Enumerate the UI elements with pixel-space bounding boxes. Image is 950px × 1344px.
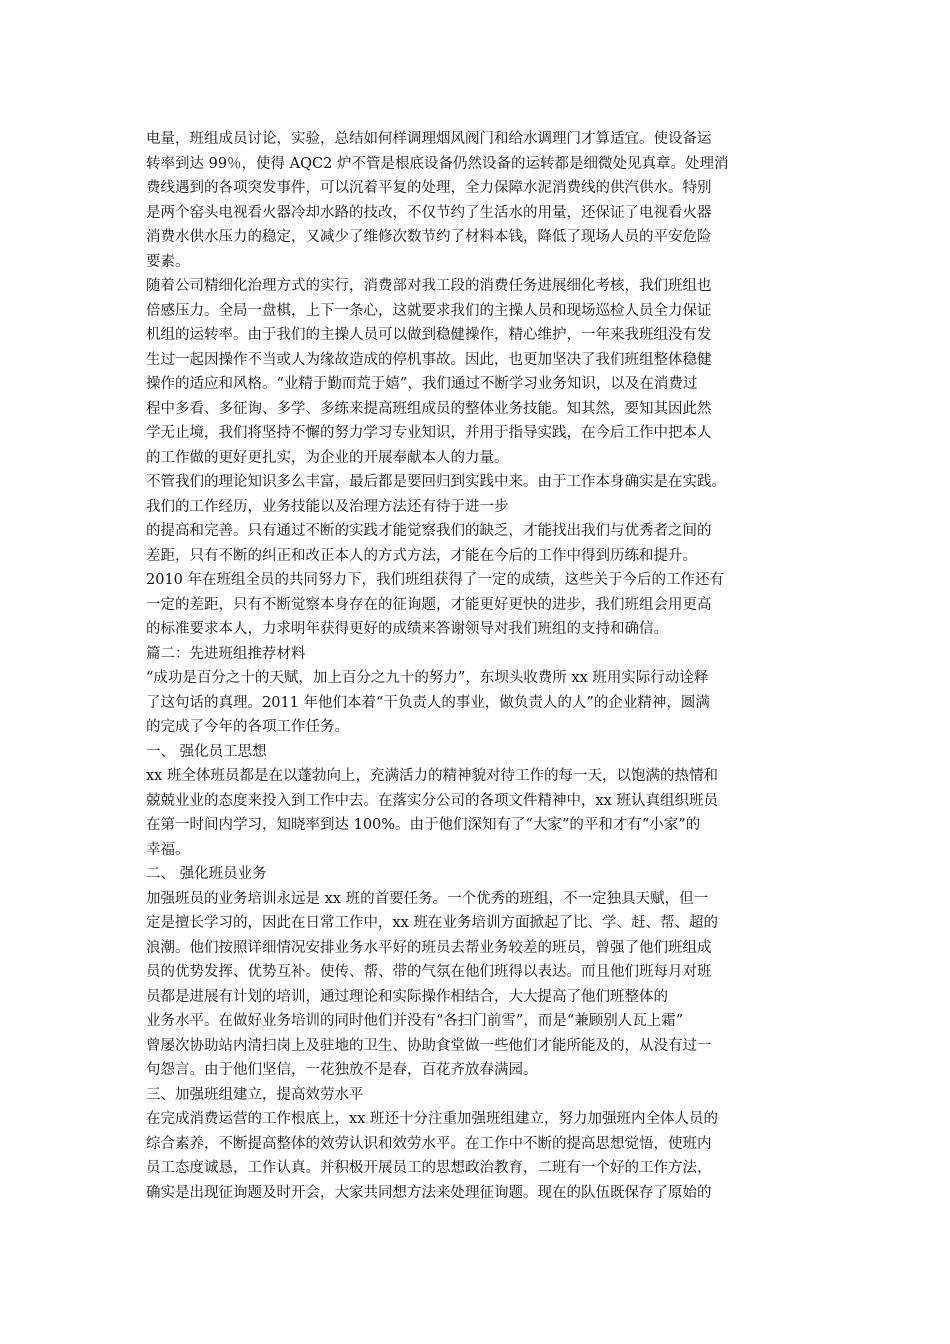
text-line: 在第一时间内学习，知晓率到达 100%。由于他们深知有了“大家”的平和才有“小家”的 <box>146 817 701 833</box>
text-line: 员工态度诚恳，工作认真。并积极开展员工的思想政治教育，二班有一个好的工作方法， <box>146 1160 712 1176</box>
subsection-heading: 一、 强化员工思想 <box>146 743 267 760</box>
text-line: “成功是百分之十的天赋，加上百分之九十的努力”，东坝头收费所 xx 班用实际行动诠释 <box>146 670 709 686</box>
text-line: 转率到达 99％，使得 AQC2 炉不管是根底设备仍然设备的运转都是细微处见真章。处理消 <box>146 155 729 172</box>
text-line: 不管我们的理论知识多么丰富，最后都是要回归到实践中来。由于工作本身确实是在实践。 <box>146 474 726 490</box>
text-line: 操作的适应和风格。“业精于勤而荒于嬉”，我们通过不断学习业务知识，以及在消费过 <box>146 376 698 392</box>
text-line: 倍感压力。全局一盘棋，上下一条心，这就要求我们的主操人员和现场巡检人员全力保证 <box>146 302 712 319</box>
text-line: 一定的差距，只有不断觉察本身存在的征询题，才能更好更快的进步，我们班组会用更高 <box>146 596 712 613</box>
text-line: 业务水平。在做好业务培训的同时他们并没有“各扫门前雪”，而是“兼顾别人瓦上霜” <box>146 1013 684 1029</box>
text-line: 要素。 <box>146 253 190 270</box>
subsection-heading: 二、 强化班员业务 <box>146 866 267 882</box>
text-line: 是两个窑头电视看火器冷却水路的技改，不仅节约了生活水的用量，还保证了电视看火器 <box>146 204 712 221</box>
text-line: 的标准要求本人，力求明年获得更好的成绩来答谢领导对我们班组的支持和确信。 <box>146 621 668 637</box>
document-page <box>146 127 818 1205</box>
text-line: 的提高和完善。只有通过不断的实践才能觉察我们的缺乏，才能找出我们与优秀者之间的 <box>146 523 712 539</box>
text-line: xx 班全体班员都是在以蓬勃向上，充满活力的精神貌对待工作的每一天，以饱满的热情和 <box>146 768 718 784</box>
text-line: 员的优势发挥、优势互补。使传、帮、带的气氛在他们班得以表达。而且他们班每月对班 <box>146 964 712 980</box>
text-line: 员都是进展有计划的培训，通过理论和实际操作相结合，大大提高了他们班整体的 <box>146 988 668 1005</box>
text-line: 了这句话的真理。2011 年他们本着“干负责人的事业，做负责人的人”的企业精神，圆满 <box>146 694 710 711</box>
text-line: 程中多看、多征询、多学、多练来提高班组成员的整体业务技能。知其然，要知其因此然 <box>146 400 712 417</box>
text-line: 差距，只有不断的纠正和改正本人的方式方法，才能在今后的工作中得到历练和提升。 <box>146 547 697 564</box>
text-line: 生过一起因操作不当或人为缘故造成的停机事故。因此，也更加坚决了我们班组整体稳健 <box>146 351 712 368</box>
text-line: 2010 年在班组全员的共同努力下，我们班组获得了一定的成绩，这些关于今后的工作还有 <box>146 572 725 588</box>
text-line: 费线遇到的各项突发事件，可以沉着平复的处理，全力保障水泥消费线的供汽供水。特别 <box>146 180 712 196</box>
text-line: 加强班员的业务培训永远是 xx 班的首要任务。一个优秀的班组，不一定独具天赋，但一 <box>146 890 709 907</box>
text-line: 浪潮。他们按照详细情况安排业务水平好的班员去帮业务较差的班员，曾强了他们班组成 <box>146 939 712 956</box>
section-heading: 篇二：先进班组推荐材料 <box>146 645 306 662</box>
text-line: 随着公司精细化治理方式的实行，消费部对我工段的消费任务进展细化考核，我们班组也 <box>146 278 712 294</box>
text-line: 学无止境，我们将坚持不懈的努力学习专业知识，并用于指导实践，在今后工作中把本人 <box>146 425 712 441</box>
text-line: 我们的工作经历，业务技能以及治理方法还有待于进一步 <box>146 498 509 515</box>
text-line: 机组的运转率。由于我们的主操人员可以做到稳健操作，精心维护，一年来我班组没有发 <box>146 327 712 343</box>
text-line: 的工作做的更好更扎实，为企业的开展奉献本人的力量。 <box>146 449 509 466</box>
text-line: 句怨言。由于他们坚信，一花独放不是春，百花齐放春满园。 <box>146 1062 538 1078</box>
text-line: 定是擅长学习的，因此在日常工作中，xx 班在业务培训方面掀起了比、学、赶、帮、超的 <box>146 915 718 931</box>
text-line: 在完成消费运营的工作根底上，xx 班还十分注重加强班组建立，努力加强班内全体人员的 <box>146 1111 718 1127</box>
text-line: 电量，班组成员讨论，实验，总结如何样调理烟风阀门和给水调理门才算适宜。使设备运 <box>146 131 712 147</box>
text-line: 兢兢业业的态度来投入到工作中去。在落实分公司的各项文件精神中，xx 班认真组织班员 <box>146 792 718 809</box>
text-line: 综合素养，不断提高整体的效劳认识和效劳水平。在工作中不断的提高思想觉悟，使班内 <box>146 1135 712 1152</box>
text-line: 的完成了今年的各项工作任务。 <box>146 719 349 735</box>
subsection-heading: 三、加强班组建立，提高效劳水平 <box>146 1086 364 1103</box>
text-line: 确实是出现征询题及时开会，大家共同想方法来处理征询题。现在的队伍既保存了原始的 <box>146 1184 712 1201</box>
text-line: 曾屡次协助站内清扫岗上及驻地的卫生、协助食堂做一些他们才能所能及的，从没有过一 <box>146 1037 712 1054</box>
text-line: 幸福。 <box>146 841 190 858</box>
text-line: 消费水供水压力的稳定，又减少了维修次数节约了材料本钱，降低了现场人员的平安危险 <box>146 229 712 245</box>
